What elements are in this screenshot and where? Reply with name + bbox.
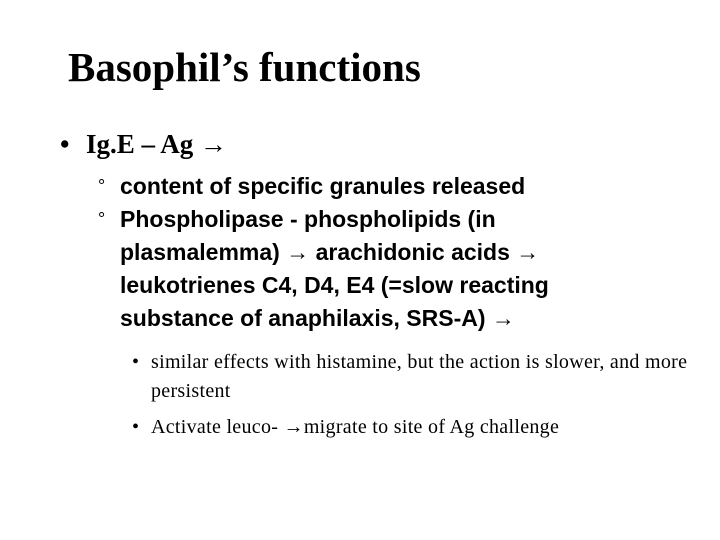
sub-bullet-text: Phospholipase - phospholipids (in plasmalemma) → arachidonic acids → leukotrienes C4, D4, E4 (=slow reacting substance of anaphilaxis, SRS-A) → — [120, 206, 549, 331]
degree-marker: ° — [98, 176, 106, 196]
sub-bullet-list — [98, 170, 638, 335]
sub-bullet-text: content of specific granules released — [120, 173, 526, 199]
sub-bullet-phospholipase — [98, 203, 638, 335]
bullet-ige-ag — [60, 128, 227, 160]
sub-bullet-granules — [98, 170, 638, 203]
sub-sub-bullet-text: Activate leuco- →migrate to site of Ag challenge — [151, 416, 560, 438]
sub-sub-bullet-list — [132, 348, 692, 449]
sub-sub-bullet-leuco — [132, 413, 692, 442]
bullet-marker: • — [132, 416, 140, 438]
slide-title: Basophil’s functions — [68, 44, 421, 90]
bullet-marker: • — [132, 351, 140, 373]
bullet-marker: • — [60, 129, 70, 159]
bullet-text: Ig.E – Ag → — [86, 129, 228, 159]
sub-sub-bullet-text: similar effects with histamine, but the action is slower, and more persistent — [151, 351, 688, 402]
sub-sub-bullet-histamine — [132, 348, 692, 406]
degree-marker: ° — [98, 209, 106, 229]
